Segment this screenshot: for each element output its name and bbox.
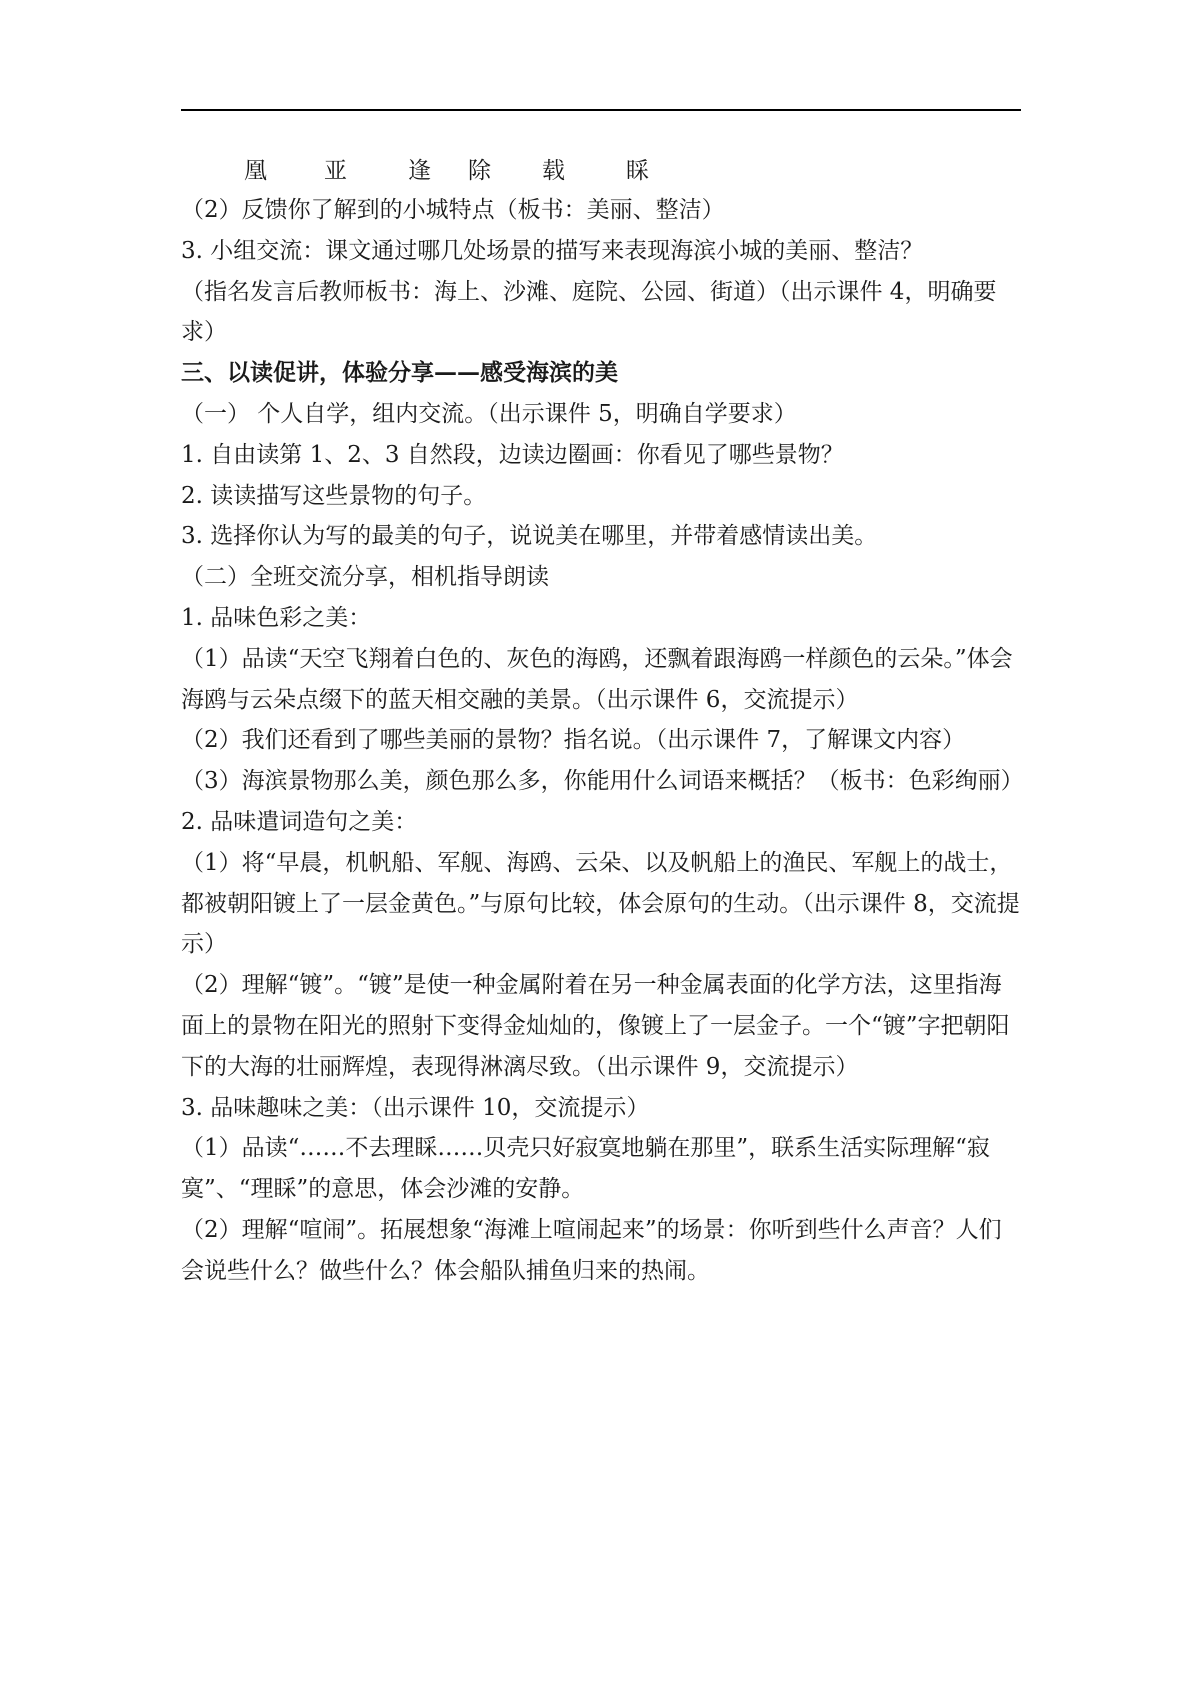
vocabulary-character-row: [181, 152, 1021, 190]
paragraph: 3. 品味趣味之美：（出示课件 10，交流提示）: [181, 1094, 650, 1121]
paragraph: 3. 选择你认为写的最美的句子，说说美在哪里，并带着感情读出美。: [181, 523, 878, 550]
paragraph: 2. 品味遣词造句之美：: [181, 808, 418, 835]
paragraph: 2. 读读描写这些景物的句子。: [181, 482, 487, 509]
paragraph: （2）理解“喧闹”。拓展想象“海滩上喧闹起来”的场景：你听到些什么声音？人们会说些什么？做些什么？体会船队捕鱼归来的热闹。: [181, 1216, 1002, 1284]
paragraph: （1）品读“……不去理睬……贝壳只好寂寞地躺在那里”，联系生活实际理解“寂寞”、“理睬”的意思，体会沙滩的安静。: [181, 1135, 990, 1203]
paragraph: （1）将“早晨，机帆船、军舰、海鸥、云朵、以及帆船上的渔民、军舰上的战士，都被朝阳镀上了一层金黄色。”与原句比较，体会原句的生动。（出示课件 8，交流提示）: [181, 849, 1020, 958]
paragraph: （一） 个人自学，组内交流。（出示课件 5，明确自学要求）: [181, 400, 797, 427]
paragraph: （2）反馈你了解到的小城特点（板书：美丽、整洁）: [181, 197, 725, 223]
section-heading: 三、以读促讲，体验分享——感受海滨的美: [181, 359, 618, 387]
header-rule: [181, 109, 1021, 111]
paragraph: （3）海滨景物那么美，颜色那么多，你能用什么词语来概括？（板书：色彩绚丽）: [181, 768, 1024, 795]
vocab-char: 逢: [408, 158, 431, 184]
paragraph: （1）品读“天空飞翔着白色的、灰色的海鸥，还飘着跟海鸥一样颜色的云朵。”体会海鸥与云朵点缀下的蓝天相交融的美景。（出示课件 6，交流提示）: [181, 645, 1013, 713]
paragraph: 3. 小组交流：课文通过哪几处场景的描写来表现海滨小城的美丽、整洁？: [181, 237, 924, 264]
paragraph: （二）全班交流分享，相机指导朗读: [181, 564, 549, 591]
paragraph: （2）理解“镀”。“镀”是使一种金属附着在另一种金属表面的化学方法，这里指海面上的景物在阳光的照射下变得金灿灿的，像镀上了一层金子。一个“镀”字把朝阳下的大海的壮丽辉煌，表现得淋漓尽致。（出示课件 9，交流提示）: [181, 972, 1010, 1080]
vocab-char: 除: [468, 158, 491, 184]
vocab-char: 凰: [244, 158, 267, 184]
paragraph: （指名发言后教师板书：海上、沙滩、庭院、公园、街道）（出示课件 4，明确要求）: [181, 278, 997, 346]
vocab-char: 载: [542, 158, 565, 184]
vocab-char: 睬: [626, 158, 649, 184]
document-body: [181, 152, 1024, 1292]
paragraph: 1. 品味色彩之美：: [181, 604, 372, 631]
vocab-char: 亚: [324, 158, 347, 184]
paragraph: 1. 自由读第 1、2、3 自然段，边读边圈画：你看见了哪些景物？: [181, 441, 844, 468]
paragraph: （2）我们还看到了哪些美丽的景物？指名说。（出示课件 7，了解课文内容）: [181, 727, 966, 754]
